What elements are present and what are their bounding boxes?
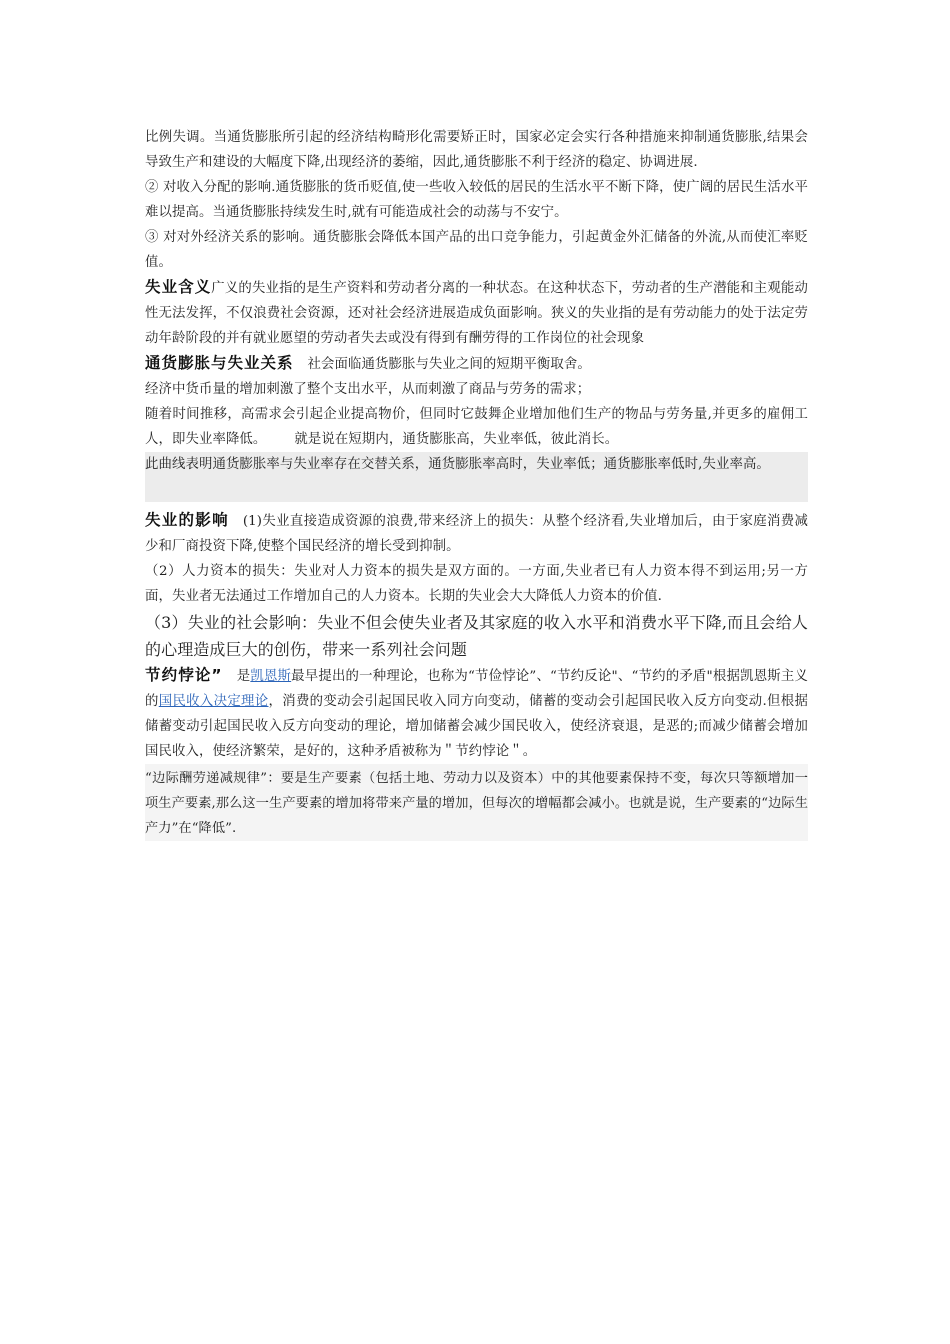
highlight-curve-block: [145, 452, 808, 502]
paragraph-impact-2: （2）人力资本的损失：失业对人力资本的损失是双方面的。一方面,失业者已有人力资本得不到运用;另一方面，失业者无法通过工作增加自己的人力资本。长期的失业会大大降低人力资本的价值.: [145, 564, 808, 604]
heading-relation: 通货膨胀与失业关系: [145, 354, 294, 372]
text-high-demand: 随着时间推移，高需求会引起企业提高物价，但同时它鼓舞企业增加他们生产的物品与劳务量,并更多的雇佣工人，即失业率降低。: [145, 407, 808, 447]
paragraph-high-demand: [145, 402, 808, 452]
paragraph-paradox: [145, 663, 808, 764]
heading-impact: 失业的影响: [145, 511, 229, 529]
text-short-run: 就是说在短期内，通货膨胀高，失业率低，彼此消长。: [294, 432, 619, 447]
paragraph-relation: [145, 351, 808, 377]
paragraph-unemployment-meaning: [145, 275, 808, 351]
text-paradox-2: 最早提出的一种理论，也称为“节俭悖论”、“节约反论"、“节约的矛盾"根据凯恩斯主义的: [145, 669, 808, 709]
paragraph-structural-imbalance: 比例失调。当通货膨胀所引起的经济结构畸形化需要矫正时，国家必定会实行各种措施来抑制通货膨胀,结果会导致生产和建设的大幅度下降,出现经济的萎缩，因此,通货膨胀不利于经济的稳定、协调进展.: [145, 130, 808, 170]
paragraph-impact-3: （3）失业的社会影响：失业不但会使失业者及其家庭的收入水平和消费水平下降,而且会给人的心理造成巨大的创伤，带来一系列社会问题: [145, 613, 808, 659]
paragraph-money-supply: 经济中货币量的增加刺激了整个支出水平，从而刺激了商品与劳务的需求；: [145, 382, 591, 397]
text-paradox-3: ，消费的变动会引起国民收入同方向变动，储蓄的变动会引起国民收入反方向变动.但根据储蓄变动引起国民收入反方向变动的理论，增加储蓄会减少国民收入，使经济衰退，是恶的;而减少储蓄会增加国民收入，使经济繁荣，是好的，这种矛盾被称为＂节约悖论＂。: [145, 694, 808, 759]
text-unemployment-meaning: 广义的失业指的是生产资料和劳动者分离的一种状态。在这种状态下，劳动者的生产潜能和主观能动性无法发挥，不仅浪费社会资源，还对社会经济进展造成负面影响。狭义的失业指的是有劳动能力的处于法定劳动年龄阶段的并有就业愿望的劳动者失去或没有得到有酬劳得的工作岗位的社会现象: [145, 281, 808, 346]
paragraph-curve: 此曲线表明通货膨胀率与失业率存在交替关系，通货膨胀率高时，失业率低；通货膨胀率低时,失业率高。: [145, 457, 770, 472]
paragraph-impact-1: [145, 508, 808, 559]
text-paradox-1: 是: [236, 669, 251, 684]
paragraph-marginal: “边际酬劳递减规律”：要是生产要素（包括土地、劳动力以及资本）中的其他要素保持不变，每次只等额增加一项生产要素,那么这一生产要素的增加将带来产量的增加，但每次的增幅都会减小。也就是说，生产要素的“边际生产力”在“降低”.: [145, 771, 808, 836]
paragraph-foreign-relations: ③ 对对外经济关系的影响。通货膨胀会降低本国产品的出口竞争能力，引起黄金外汇储备的外流,从而使汇率贬值。: [145, 230, 808, 270]
paragraph-income-distribution: ② 对收入分配的影响.通货膨胀的货币贬值,使一些收入较低的居民的生活水平不断下降，使广阔的居民生活水平难以提高。当通货膨胀持续发生时,就有可能造成社会的动荡与不安宁。: [145, 180, 808, 220]
link-keynes[interactable]: 凯恩斯: [250, 669, 292, 684]
text-relation: 社会面临通货膨胀与失业之间的短期平衡取舍。: [307, 357, 591, 372]
link-income-theory[interactable]: 国民收入决定理论: [158, 694, 269, 709]
heading-unemployment-meaning: 失业含义: [145, 278, 212, 296]
text-impact-1: (1)失业直接造成资源的浪费,带来经济上的损失：从整个经济看,失业增加后，由于家庭消费减少和厂商投资下降,使整个国民经济的增长受到抑制。: [145, 514, 808, 554]
highlight-marginal-block: [145, 764, 808, 841]
heading-paradox: 节约悖论”: [145, 666, 223, 684]
